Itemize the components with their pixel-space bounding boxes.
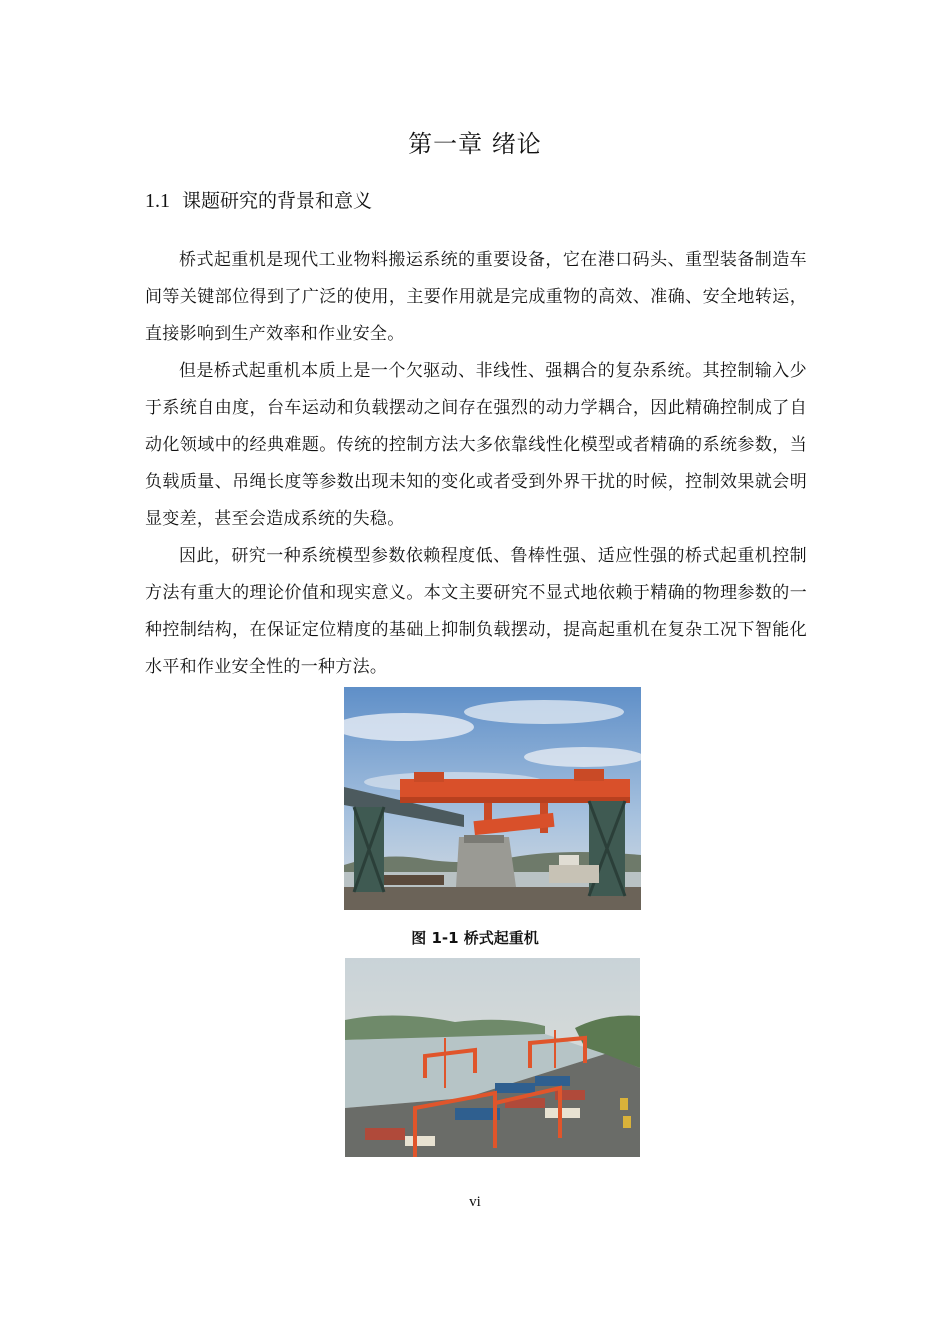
paragraph: 因此，研究一种系统模型参数依赖程度低、鲁棒性强、适应性强的桥式起重机控制方法有重大的理论价值和现实意义。本文主要研究不显式地依赖于精确的物理参数的一种控制结构，在保证定位精度的基础上抑制负载摆动，提高起重机在复杂工况下智能化水平和作业安全性的一种方法。	[145, 546, 807, 677]
page-number: vi	[469, 1194, 481, 1210]
port-photo-image	[345, 958, 640, 1157]
paragraph: 桥式起重机是现代工业物料搬运系统的重要设备，它在港口码头、重型装备制造车间等关键部位得到了广泛的使用，主要作用就是完成重物的高效、准确、安全地转运，直接影响到生产效率和作业安全。	[145, 250, 807, 344]
crane-photo-image	[344, 687, 641, 910]
chapter-title: 第一章 绪论	[408, 130, 542, 158]
section-heading	[145, 186, 372, 213]
paragraph: 但是桥式起重机本质上是一个欠驱动、非线性、强耦合的复杂系统。其控制输入少于系统自由度，台车运动和负载摆动之间存在强烈的动力学耦合，因此精确控制成了自动化领域中的经典难题。传统的控制方法大多依靠线性化模型或者精确的系统参数，当负载质量、吊绳长度等参数出现未知的变化或者受到外界干扰的时候，控制效果就会明显变差，甚至会造成系统的失稳。	[145, 361, 807, 529]
figure-crane-photo	[344, 687, 641, 910]
body-text	[145, 242, 807, 686]
section-title: 课题研究的背景和意义	[182, 190, 373, 212]
section-number: 1.1	[145, 190, 170, 212]
figure-port-photo	[345, 958, 640, 1157]
figure-caption: 图 1-1 桥式起重机	[411, 929, 539, 947]
